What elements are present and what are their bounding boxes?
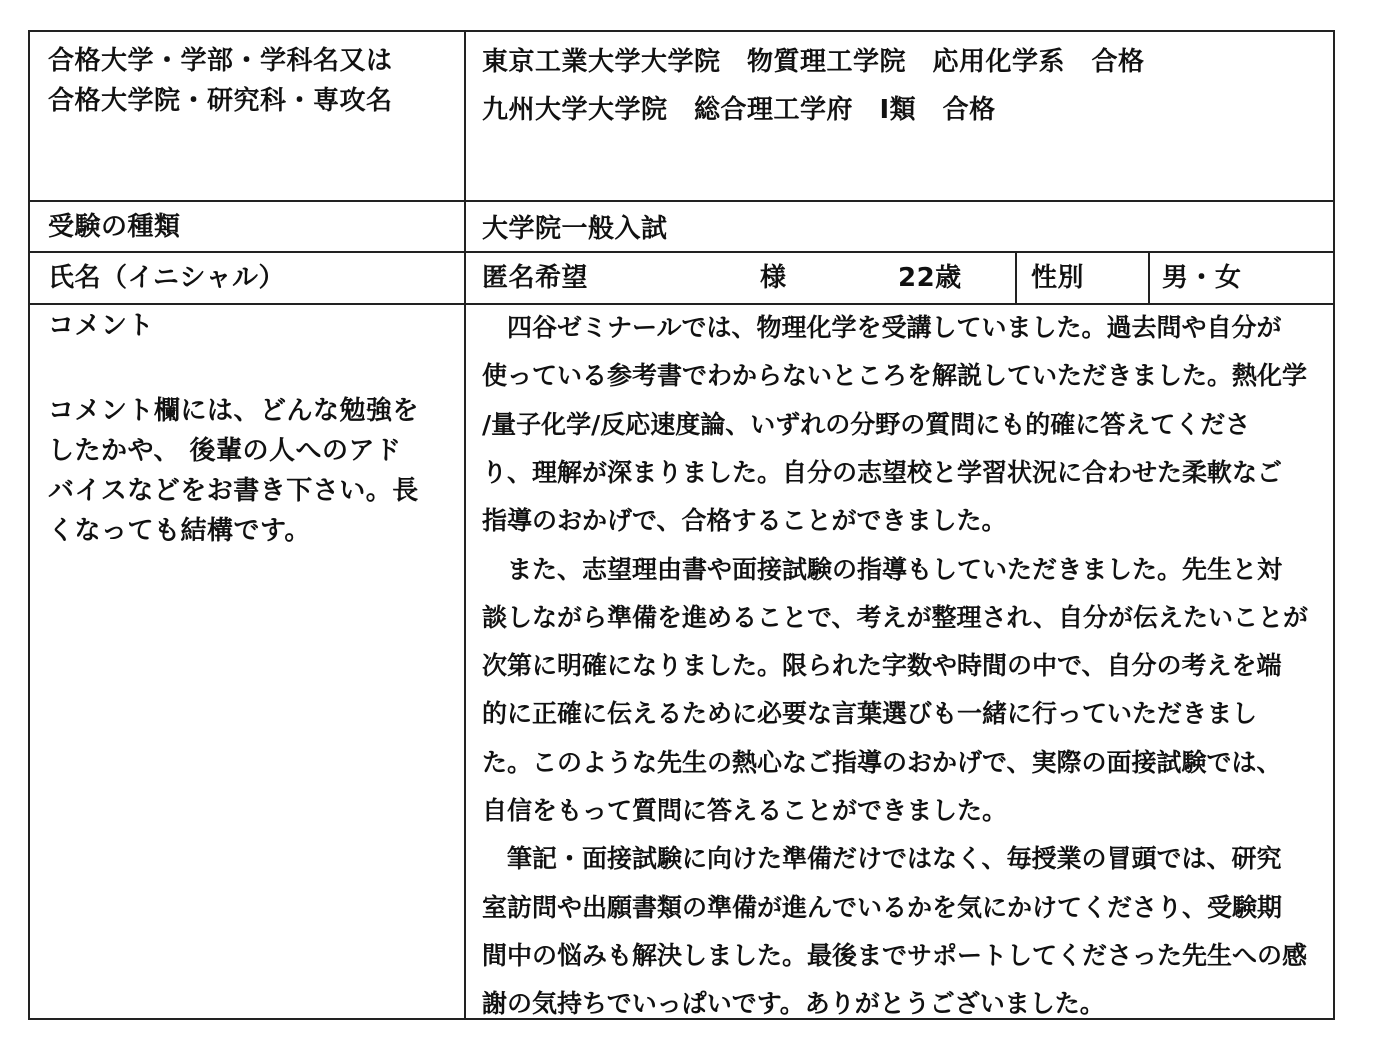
gender-label: 性別 xyxy=(1031,263,1085,293)
comment-body-line: 次第に明確になりました。限られた字数や時間の中で、自分の考えを端 xyxy=(482,651,1282,681)
column-divider xyxy=(1015,251,1017,303)
school-value-line-1: 東京工業大学大学院 物質理工学院 応用化学系 合格 xyxy=(482,47,1145,77)
school-value-line-2: 九州大学大学院 総合理工学府 Ⅰ類 合格 xyxy=(482,95,996,125)
row-divider xyxy=(30,251,1333,253)
comment-body-line: 指導のおかげで、合格することができました。 xyxy=(482,506,1007,536)
gender-value: 男・女 xyxy=(1162,263,1242,293)
testimonial-form-table xyxy=(28,30,1335,1020)
exam-type-label: 受験の種類 xyxy=(48,212,181,242)
comment-body-line: また、志望理由書や面接試験の指導もしていただきました。先生と対 xyxy=(482,554,1283,584)
comment-body xyxy=(466,305,1333,1018)
comment-instructions-line-4: くなっても結構です。 xyxy=(48,516,311,546)
comment-instructions-line-1: コメント欄には、どんな勉強を xyxy=(48,396,420,426)
comment-body-line: り、理解が深まりました。自分の志望校と学習状況に合わせた柔軟なご xyxy=(482,457,1283,487)
comment-body-line: 的に正確に伝えるために必要な言葉選びも一緒に行っていただきまし xyxy=(482,699,1258,729)
name-honorific: 様 xyxy=(760,263,787,293)
comment-body-line: た。このような先生の熱心なご指導のおかげで、実際の面接試験では、 xyxy=(482,747,1282,777)
comment-body-line: 使っている参考書でわからないところを解説していただきました。熱化学 xyxy=(482,361,1308,391)
comment-body-line: 四谷ゼミナールでは、物理化学を受講していました。過去問や自分が xyxy=(482,313,1282,342)
comment-instructions-line-3: バイスなどをお書き下さい。長 xyxy=(48,476,419,506)
comment-body-line: 談しながら準備を進めることで、考えが整理され、自分が伝えたいことが xyxy=(482,602,1309,632)
age-value: 22歳 xyxy=(898,263,962,293)
name-value: 匿名希望 xyxy=(482,263,589,293)
exam-type-value: 大学院一般入試 xyxy=(482,214,668,244)
comment-body-line: 自信をもって質問に答えることができました。 xyxy=(482,796,1008,825)
comment-body-line: 間中の悩みも解決しました。最後までサポートしてくださった先生への感 xyxy=(482,940,1308,970)
comment-label: コメント xyxy=(48,311,155,341)
comment-instructions-line-2: したかや、 後輩の人へのアド xyxy=(48,436,402,466)
row-divider xyxy=(30,200,1333,202)
comment-body-line: 謝の気持ちでいっぱいです。ありがとうございました。 xyxy=(482,989,1105,1019)
comment-body-line: 筆記・面接試験に向けた準備だけではなく、毎授業の冒頭では、研究 xyxy=(482,844,1282,874)
school-label-line-2: 合格大学院・研究科・専攻名 xyxy=(48,86,393,116)
comment-body-line: 室訪問や出願書類の準備が進んでいるかを気にかけてくださり、受験期 xyxy=(482,892,1283,922)
name-label: 氏名（イニシャル） xyxy=(48,263,285,293)
column-divider xyxy=(1148,251,1150,303)
school-label-line-1: 合格大学・学部・学科名又は xyxy=(48,46,393,76)
comment-body-line: /量子化学/反応速度論、いずれの分野の質問にも的確に答えてくださ xyxy=(482,409,1251,439)
